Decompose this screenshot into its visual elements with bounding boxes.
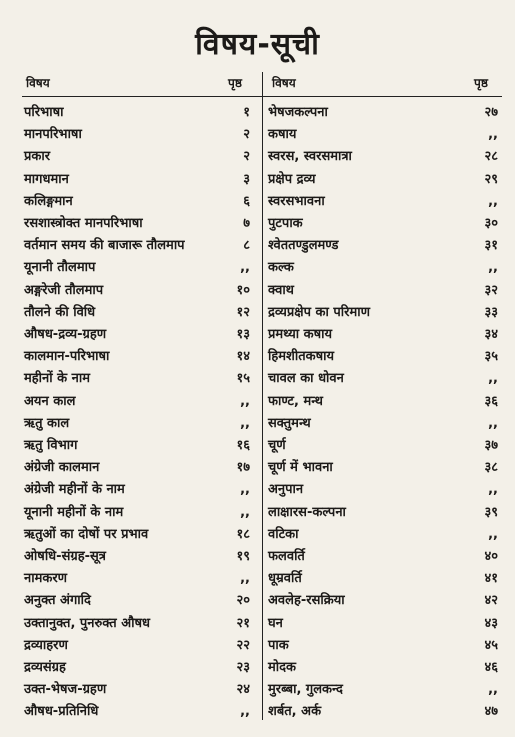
entry-page-number: ४७ — [484, 704, 498, 720]
entry-page-number: ३४ — [484, 327, 498, 342]
entry-subject: फाण्ट, मन्थ — [268, 393, 323, 409]
entry-page-number: ,, — [488, 526, 498, 542]
left-index-entry — [24, 699, 256, 724]
entry-page-number: ,, — [240, 393, 250, 409]
entry-subject: परिभाषा — [24, 105, 64, 120]
entry-subject: चूर्ण — [268, 438, 286, 453]
right-page-header: पृष्ठ — [474, 76, 488, 90]
entry-page-number: ,, — [240, 504, 250, 520]
entry-page-number: ३६ — [484, 393, 498, 409]
entry-subject: औषध-प्रतिनिधि — [24, 704, 99, 720]
entry-subject: मानपरिभाषा — [24, 127, 82, 143]
entry-page-number: ८ — [243, 238, 250, 254]
entry-page-number: ३० — [484, 216, 498, 231]
entry-subject: भेषजकल्पना — [268, 105, 328, 120]
entry-subject: मागधमान — [24, 171, 69, 187]
entry-page-number: १७ — [236, 460, 250, 476]
entry-subject: कलिङ्गमान — [24, 193, 73, 209]
entry-page-number: ३५ — [484, 349, 498, 365]
entry-subject: मोदक — [268, 660, 297, 675]
entry-subject: स्वरस, स्वरसमात्रा — [268, 149, 352, 165]
entry-page-number: ,, — [488, 682, 498, 698]
entry-subject: उक्तानुक्त, पुनरुक्त औषध — [24, 615, 151, 631]
entry-subject: ऋतु काल — [24, 415, 70, 431]
entry-page-number: ,, — [488, 260, 498, 276]
entry-subject: कल्क — [268, 260, 294, 276]
entry-page-number: ३७ — [484, 438, 498, 453]
entry-page-number: १३ — [236, 327, 250, 342]
entry-subject: अनुक्त अंगादि — [24, 593, 91, 609]
entry-page-number: ४० — [484, 549, 498, 564]
entry-subject: यूनानी तौलमाप — [24, 260, 96, 276]
column-divider — [262, 72, 263, 720]
entry-subject: यूनानी महीनों के नाम — [24, 504, 124, 520]
entry-subject: अवलेह-रसक्रिया — [268, 593, 345, 609]
entry-subject: प्रक्षेप द्रव्य — [268, 171, 316, 187]
entry-page-number: ३३ — [484, 304, 498, 320]
entry-page-number: ,, — [240, 415, 250, 431]
entry-subject: सक्तुमन्थ — [268, 415, 311, 431]
entry-subject: ऋतुओं का दोषों पर प्रभाव — [24, 526, 149, 542]
entry-page-number: १० — [236, 282, 250, 298]
entry-page-number: ३१ — [484, 238, 498, 254]
entry-page-number: २३ — [236, 660, 250, 675]
entry-subject: मुरब्बा, गुलकन्द — [268, 682, 343, 698]
entry-page-number: २७ — [484, 105, 498, 120]
entry-page-number: ,, — [488, 371, 498, 387]
entry-subject: घन — [268, 615, 283, 631]
entry-subject: अंग्रेजी महीनों के नाम — [24, 482, 125, 498]
entry-page-number: २१ — [236, 615, 250, 631]
entry-subject: पाक — [268, 637, 289, 653]
entry-page-number: ,, — [488, 193, 498, 209]
entry-subject: औषध-द्रव्य-ग्रहण — [24, 327, 107, 342]
entry-subject: क्वाथ — [268, 282, 294, 298]
entry-subject: शर्बत, अर्क — [268, 704, 322, 720]
entry-page-number: ,, — [488, 127, 498, 143]
entry-page-number: २९ — [484, 171, 498, 187]
entry-page-number: २८ — [484, 149, 498, 165]
entry-page-number: २४ — [236, 682, 250, 698]
right-subject-header: विषय — [272, 76, 296, 90]
entry-subject: कषाय — [268, 127, 297, 143]
entry-subject: फलवर्ति — [268, 549, 305, 564]
entry-page-number: १२ — [236, 304, 250, 320]
entry-page-number: १५ — [236, 371, 250, 387]
entry-subject: स्वरसभावना — [268, 193, 325, 209]
entry-subject: अंग्रेजी कालमान — [24, 460, 100, 476]
entry-subject: चावल का धोवन — [268, 371, 344, 387]
entry-page-number: १ — [243, 105, 250, 120]
entry-page-number: १६ — [236, 438, 250, 453]
entry-page-number: २ — [243, 127, 250, 143]
left-subject-header: विषय — [26, 76, 50, 90]
entry-subject: प्रमथ्या कषाय — [268, 327, 333, 342]
entry-page-number: ७ — [243, 216, 250, 231]
entry-subject: अयन काल — [24, 393, 76, 409]
entry-page-number: १९ — [236, 549, 250, 564]
entry-subject: पुटपाक — [268, 216, 303, 231]
entry-subject: वर्तमान समय की बाजारू तौलमाप — [24, 238, 185, 254]
entry-page-number: ४२ — [484, 593, 498, 609]
entry-page-number: ,, — [240, 260, 250, 276]
entry-page-number: १८ — [236, 526, 250, 542]
entry-page-number: ३८ — [484, 460, 498, 476]
entry-subject: उक्त-भेषज-ग्रहण — [24, 682, 107, 698]
entry-subject: द्रव्याहरण — [24, 637, 68, 653]
entry-subject: चूर्ण में भावना — [268, 460, 333, 476]
entry-subject: महीनों के नाम — [24, 371, 91, 387]
entry-subject: धूम्रवर्ति — [268, 571, 302, 587]
right-index-entry — [268, 699, 500, 724]
entry-page-number: ४१ — [484, 571, 498, 587]
entry-subject: कालमान-परिभाषा — [24, 349, 110, 365]
entry-page-number: २२ — [236, 637, 250, 653]
entry-page-number: ६ — [243, 193, 250, 209]
entry-page-number: ४३ — [484, 615, 498, 631]
entry-page-number: ,, — [240, 571, 250, 587]
entry-subject: श्वेतत‌ण्डुलमण्ड — [268, 238, 339, 254]
entry-subject: रसशास्त्रोक्त मानपरिभाषा — [24, 216, 143, 231]
entry-page-number: ,, — [240, 482, 250, 498]
entry-subject: लाक्षारस-कल्पना — [268, 504, 346, 520]
entry-subject: हिमशीतकषाय — [268, 349, 335, 365]
entry-subject: द्रव्यसंग्रह — [24, 660, 66, 675]
entry-subject: वटिका — [268, 526, 299, 542]
entry-page-number: ,, — [488, 415, 498, 431]
entry-page-number: ,, — [488, 482, 498, 498]
entry-subject: नामकरण — [24, 571, 68, 587]
entry-subject: द्रव्यप्रक्षेप का परिमाण — [268, 304, 371, 320]
entry-subject: अङ्गरेजी तौलमाप — [24, 282, 104, 298]
entry-subject: ऋतु विभाग — [24, 438, 78, 453]
entry-page-number: ३२ — [484, 282, 498, 298]
entry-page-number: १४ — [236, 349, 250, 365]
entry-page-number: ३९ — [484, 504, 498, 520]
entry-subject: अनुपान — [268, 482, 304, 498]
entry-page-number: ,, — [240, 704, 250, 720]
entry-subject: ओषधि-संग्रह-सूत्र — [24, 549, 106, 564]
entry-subject: प्रकार — [24, 149, 51, 165]
left-page-header: पृष्ठ — [228, 76, 242, 90]
entry-page-number: २ — [243, 149, 250, 165]
entry-subject: तौलने की विधि — [24, 304, 96, 320]
entry-page-number: ४५ — [484, 637, 498, 653]
entry-page-number: ४६ — [484, 660, 498, 675]
page-title: विषय-सूची — [195, 27, 320, 62]
entry-page-number: ३ — [243, 171, 250, 187]
entry-page-number: २० — [236, 593, 250, 609]
